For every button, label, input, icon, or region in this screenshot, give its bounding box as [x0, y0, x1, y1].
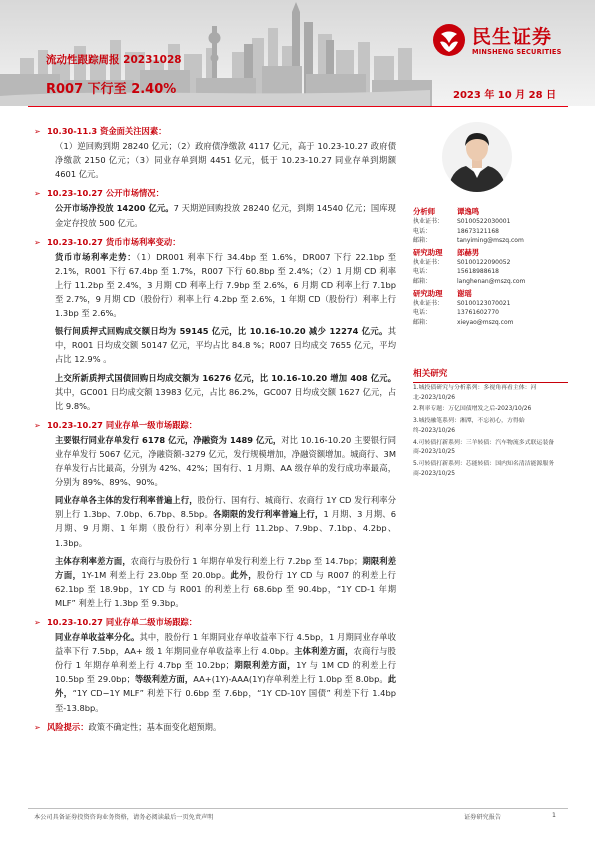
section-heading: ➢ 10.23-10.27 同业存单一级市场跟踪： [34, 418, 396, 433]
section-heading: ➢ 风险提示： 政策不确定性；基本面变化超预期。 [34, 720, 396, 735]
analyst-phone-row: 电话： 18673121168 [413, 227, 499, 235]
section-paragraph: 主体存利率差方面，农商行与股份行 1 年期存单发行利差上行 7.2bp 至 14.7bp；期限利差方面，1Y-1M 利差上行 23.0bp 至 20.0bp。此外，股份行 1Y CD 与 R007 的利差上行 62.1bp 至 18.9bp，1Y CD 与 R001 的利差上行 68.6bp 至 90.4bp，“1Y CD-1 年期 MLF” 利差上行 1.3bp 至 9.3bp。 [55, 555, 396, 608]
footer-doc-type: 证券研究报告 [464, 814, 502, 821]
footer-divider [28, 808, 568, 809]
section-heading: ➢ 10.30-11.3 资金面关注因素： [34, 124, 396, 139]
section-heading: ➢ 10.23-10.27 同业存单二级市场跟踪： [34, 615, 396, 630]
analyst-role-row: 分析师 谭逸鸣 [413, 207, 480, 216]
analyst-email-row: 邮箱： tanyiming@mszq.com [413, 237, 524, 245]
analyst-cert-row: 执业证书： S0100123070021 [413, 299, 511, 307]
related-research-item[interactable]: 2.利率专题：万亿国债增发之后-2023/10/26 [413, 406, 532, 413]
analyst-email-link[interactable]: tanyiming@mszq.com [457, 237, 524, 245]
related-research-item[interactable]: 1.城投债研究与分析系列：多视角再看主体：河北-2023/10/26 [413, 385, 537, 401]
section-paragraph: （1）逆回购到期 28240 亿元；（2）政府债净缴款 4117 亿元，高于 10.23-10.27 政府债净缴款 2150 亿元；（3）同业存单到期 4451 亿元，低于 10.23-10.27 同业存单到期额 4601 亿元。 [55, 141, 396, 180]
analyst-email-row: 邮箱： langhenan@mszq.com [413, 277, 526, 285]
analyst-phone-row: 电话： 15618988618 [413, 268, 499, 276]
report-type-label: 流动性跟踪周报 20231028 [46, 54, 182, 66]
related-research-item[interactable]: 4.可转债打新系列：三羊转债：汽车物流多式联运装备商-2023/10/25 [413, 439, 555, 456]
analyst-cert-row: 执业证书： S0100122090052 [413, 258, 511, 266]
section-paragraph: 货币市场利率走势：（1）DR001 利率下行 34.4bp 至 1.6%，DR007 下行 22.1bp 至 2.1%，R001 下行 67.4bp 至 1.7%，R007 下行 60.8bp 至 2.4%；（2）1 月期 CD 利率上行 11.2bp 至 2.4%，3 月期 CD 利率上行 7.9bp 至 2.6%，6 月期 CD 利率上行 7.1bp 至 2.7%，9 月期 CD（股份行）利率上行 4.2bp 至 2.6%，1 年期 CD（股份行）利率上行 1.3bp 至 2.6%。 [55, 251, 396, 319]
section-paragraph: 同业存单各主体的发行利率普遍上行，股份行、国有行、城商行、农商行 1Y CD 发行利率分别上行 1.3bp、7.0bp、6.7bp、8.5bp。各期限的发行利率普遍上行，1 月期、3 月期、6 月期、9 月期、1 年期（股份行）利率分别上行 11.2bp、7.9bp、7.1bp、4.2bp、1.3bp。 [55, 495, 396, 548]
bullet-arrow-icon: ➢ [34, 127, 41, 136]
related-research-item[interactable]: 5.可转债打新系列：芯能转债：国内知名清洁能源服务商-2023/10/25 [413, 460, 555, 477]
risk-warning-text: 政策不确定性；基本面变化超预期。 [88, 721, 222, 732]
report-title: R007 下行至 2.40% [46, 82, 177, 97]
section-paragraph: 银行间质押式回购成交额日均为 59145 亿元，比 10.16-10.20 减少 12274 亿元。其中，R001 日均成交额 50147 亿元，平均占比 84.8 %；R007 日均成交 7655 亿元，平均占比 12.9% 。 [55, 326, 396, 365]
report-date: 2023 年 10 月 28 日 [453, 90, 557, 101]
bullet-arrow-icon: ➢ [34, 420, 41, 430]
bullet-arrow-icon: ➢ [34, 618, 41, 627]
section-paragraph: 主要银行同业存单发行 6178 亿元，净融资为 1489 亿元，对比 10.16-10.20 主要银行同业存单发行 5067 亿元，净融资额-3279 亿元，发行规模增加，净融资额增加。城商行、3M 存单发行占比最高，分别为 42%、42%；国有行、1 月期、AA 级存单的发行成功率最高，分别为 89%、89%、90%。 [55, 434, 396, 488]
section-ncd-primary [34, 418, 396, 610]
related-research-title: 相关研究 [413, 367, 568, 383]
section-risk-warning [34, 720, 396, 735]
header-banner [0, 0, 595, 106]
bullet-arrow-icon: ➢ [34, 722, 41, 732]
analyst-name: 郎赫男 [457, 247, 480, 257]
section-heading: ➢ 10.23-10.27 货币市场利率变动： [34, 235, 396, 250]
analyst-role-row: 研究助理 谢瑶 [413, 288, 472, 298]
analyst-cert-row: 执业证书： S0100522030001 [413, 218, 511, 225]
analyst-email-link[interactable]: xieyao@mszq.com [457, 318, 514, 326]
related-research-list [413, 384, 565, 481]
section-money-market-rates [34, 235, 396, 413]
footer-disclaimer: 本公司具备证券投资咨询业务资格，请务必阅读最后一页免责声明 [34, 814, 214, 821]
analyst-email-link[interactable]: langhenan@mszq.com [457, 277, 526, 285]
analyst-role-row: 研究助理 郎赫男 [413, 247, 480, 257]
logo-name-cn: 民生证券 [472, 26, 553, 48]
bullet-arrow-icon: ➢ [34, 189, 41, 199]
section-heading: ➢ 10.23-10.27 公开市场情况： [34, 186, 396, 201]
analyst-name: 谢瑶 [457, 288, 472, 298]
page-number: 1 [552, 812, 556, 819]
section-paragraph: 同业存单收益率分化。其中，股份行 1 年期同业存单收益率下行 4.5bp，1 月期同业存单收益率下行 7.5bp，AA+ 级 1 年期同业存单收益率上行 4.0bp。主体利差方面，农商行与股份行 1 年期存单利差上行 4.7bp 至 10.2bp；期限利差方面，1Y 与 1M CD 的利差上行 10.5bp 至 29.0bp；等级利差方面，AA+(1Y)-AAA(1Y)存单利差上行 1.0bp 至 8.0bp。此外，“1Y CD−1Y MLF” 利差下行 0.6bp 至 7.6bp，“1Y CD-10Y 国债” 利差下行 1.4bp 至-13.8bp。 [55, 632, 396, 713]
section-funding-factors [34, 124, 396, 181]
logo-mark-icon [432, 23, 466, 57]
analyst-email-row: 邮箱： xieyao@mszq.com [413, 318, 514, 326]
analyst-info [413, 205, 563, 327]
section-ncd-secondary [34, 615, 396, 715]
analyst-phone-row: 电话： 13761602770 [413, 309, 499, 317]
report-summary [34, 124, 396, 740]
company-logo [432, 20, 582, 64]
analyst-photo [442, 122, 512, 192]
logo-name-en: MINSHENG SECURITIES [472, 48, 562, 56]
header-divider [28, 106, 568, 107]
section-paragraph: 上交所新质押式国债回购日均成交额为 16276 亿元，比 10.16-10.20 增加 408 亿元。其中，GC001 日均成交额 13983 亿元，占比 86.2%，GC007 日均成交额 1627 亿元，占比 9.8%。 [55, 372, 396, 411]
section-open-market [34, 186, 396, 229]
related-research-item[interactable]: 3.城投融笔系列：湘潭，不忘初心，方得始终-2023/10/26 [413, 418, 525, 434]
analyst-name: 谭逸鸣 [457, 207, 480, 216]
section-paragraph: 公开市场净投放 14200 亿元。7 天期逆回购投放 28240 亿元，到期 14540 亿元；国库现金定存投放 500 亿元。 [55, 203, 396, 228]
bullet-arrow-icon: ➢ [34, 237, 41, 247]
